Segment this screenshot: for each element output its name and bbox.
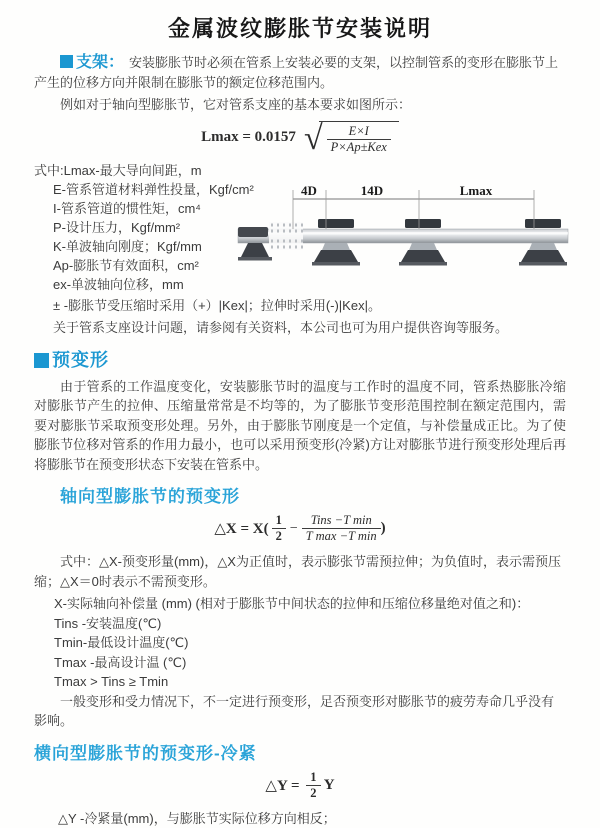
anchor-support (238, 227, 272, 261)
axial-definition-item: X-实际轴向补偿量 (mm) (相对于膨胀节中间状态的拉伸和压缩位移量绝对值之和)： (54, 594, 566, 614)
definition-item: I-管系管道的惯性矩，cm⁴ (34, 199, 566, 218)
consult-note: 关于管系支座设计问题，请参阅有关资料，本公司也可为用户提供咨询等服务。 (34, 318, 566, 338)
lateral-formula (34, 770, 566, 801)
axial-formula-rhs: ) (381, 520, 386, 537)
sqrt-radical (304, 121, 399, 155)
axial-definition-item: Tins -安装温度(℃) (54, 614, 566, 634)
lateral-numerator: 1 (306, 770, 320, 786)
temp-fraction-numerator: Tins −T min (302, 513, 381, 529)
fraction-denominator: P×Ap±Kex (327, 140, 391, 155)
axial-heading: 轴向型膨胀节的预变形 (34, 482, 566, 507)
axial-definition-item: Tmax > Tins ≥ Tmin (54, 672, 566, 692)
definition-item: P-设计压力，Kgf/mm² (34, 218, 566, 237)
definitions-and-diagram (34, 161, 566, 294)
dim-label-lmax: Lmax (460, 183, 493, 198)
axial-definition-item: Tmax -最高设计温 (℃) (54, 653, 566, 673)
preform-paragraph: 由于管系的工作温度变化，安装膨胀节时的温度与工作时的温度不同，管系热膨胀冷缩对膨胀节产生的拉伸、压缩量常常是不均等的，为了膨胀节变形范围控制在额定范围内，需要对膨胀节采取预变形处理。另外，由于膨胀节刚度是一个定值，与补偿量成正比。为了使膨胀节位移对管系的作用力最小，也可以采用预变形(冷紧)方让对膨胀节进行预变形处理后再将膨胀节在预变形状态下安装在管系中。 (34, 377, 566, 475)
bellows-icon (269, 222, 303, 250)
pm-note: ± -膨胀节受压缩时采用（+）|Kex|；拉伸时采用(-)|Kex|。 (34, 296, 566, 316)
section-marker-icon (34, 353, 49, 368)
formula-lhs: Lmax = 0.0157 (201, 129, 296, 146)
axial-formula-lhs: △X = X( (214, 519, 268, 538)
support-example-text: 例如对于轴向型膨胀节，它对管系支座的基本要求如图所示： (34, 95, 566, 115)
lateral-heading: 横向型膨胀节的预变形-冷紧 (34, 739, 566, 764)
preform-heading-row (34, 346, 566, 372)
lateral-formula-lhs: △Y = (265, 776, 303, 795)
lmax-formula (34, 121, 566, 155)
preform-heading: 预变形 (52, 350, 109, 370)
section-marker-icon (60, 55, 73, 68)
lateral-formula-rhs: Y (321, 777, 335, 794)
lateral-note: △Y -冷紧量(mm)，与膨胀节实际位移方向相反； (34, 809, 566, 828)
definition-item: ex-单波轴向位移，mm (34, 275, 566, 294)
support-intro-text: 安装膨胀节时必须在管系上安装必要的支架，以控制管系的变形在膨胀节上产生的位移方向并限制在膨胀节的额定位移范围内。 (34, 55, 558, 90)
lateral-denominator: 2 (306, 786, 320, 801)
support-intro-paragraph (34, 53, 566, 92)
half-denominator: 2 (272, 529, 286, 544)
half-numerator: 1 (272, 513, 286, 529)
axial-formula (34, 513, 566, 544)
page-title: 金属波纹膨胀节安装说明 (34, 12, 566, 43)
support-heading: 支架： (76, 54, 124, 71)
dim-label-14d: 14D (361, 183, 383, 198)
temp-fraction-denominator: T max −T min (302, 529, 381, 544)
axial-note: 一般变形和受力情况下，不一定进行预变形，足否预变形对膨胀节的疲劳寿命几乎没有影响。 (34, 692, 566, 731)
definition-item: 式中:Lmax-最大导向间距，m (34, 161, 566, 180)
definition-item: Ap-膨胀节有效面积，cm² (34, 256, 566, 275)
definition-item: K-单波轴向刚度；Kgf/mm (34, 237, 566, 256)
minus-operator: − (290, 521, 298, 537)
axial-definitions-list (34, 594, 566, 692)
pipe-support-diagram (236, 183, 598, 279)
fraction-numerator: E×I (327, 124, 391, 140)
radical-sign-icon: √ (304, 122, 323, 156)
axial-explain: 式中：△X-预变形量(mm)，△X为正值时，表示膨张节需预拉伸；为负值时，表示需预压缩；△X＝0时表示不需预变形。 (34, 552, 566, 591)
dim-label-4d: 4D (301, 183, 317, 198)
axial-definition-item: Tmin-最低设计温度(℃) (54, 633, 566, 653)
definition-item: E-管系管道材料弹性投量，Kgf/cm² (34, 180, 566, 199)
